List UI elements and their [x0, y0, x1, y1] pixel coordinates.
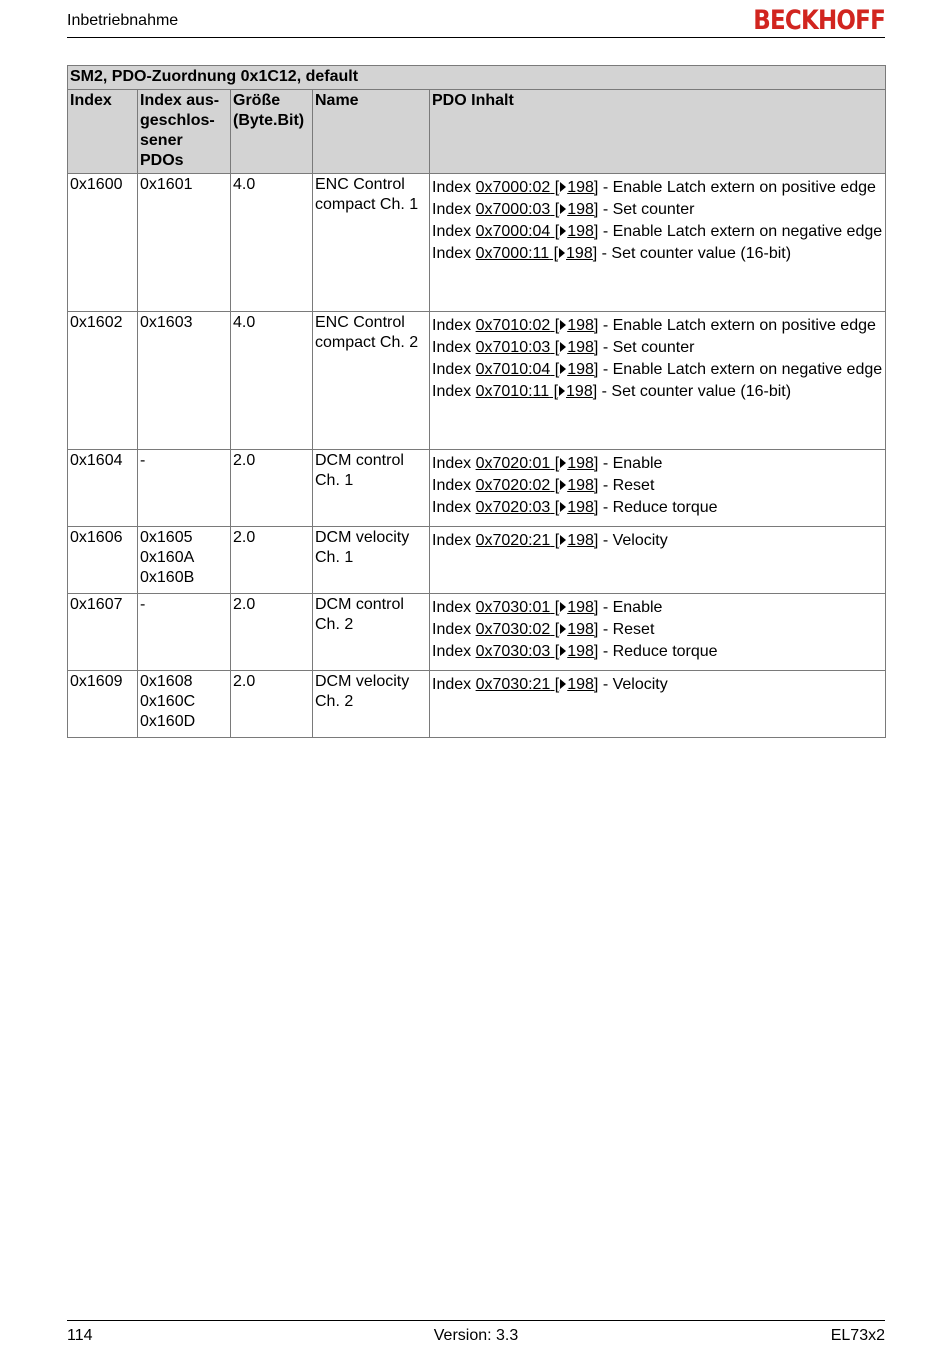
triangle-right-icon	[560, 624, 566, 634]
pdo-content-cell	[430, 527, 886, 594]
table-row	[68, 450, 886, 527]
table-row	[68, 174, 886, 312]
object-index-link[interactable]: 0x7010:04	[475, 361, 551, 378]
object-index-link[interactable]: 0x7000:03	[475, 201, 551, 218]
excluded-pdos-cell	[138, 594, 231, 671]
page-reference-link[interactable]: [ 198]	[550, 339, 599, 356]
pdo-entry	[432, 222, 883, 242]
table-caption: SM2, PDO-Zuordnung 0x1C12, default	[68, 66, 886, 90]
object-index-link[interactable]: 0x7010:03	[475, 339, 551, 356]
size-cell: 2.0	[231, 594, 313, 671]
pdo-index-cell: 0x1602	[68, 312, 138, 450]
size-cell: 2.0	[231, 450, 313, 527]
chapter-title: Inbetriebnahme	[67, 12, 179, 29]
object-index-link[interactable]: 0x7030:02	[475, 621, 551, 638]
excluded-pdos-cell	[138, 671, 231, 738]
excluded-pdo: 0x160D	[140, 713, 196, 730]
entry-description: - Set counter value (16-bit)	[601, 383, 792, 400]
page-reference-link[interactable]: [ 198]	[550, 621, 599, 638]
triangle-right-icon	[560, 226, 566, 236]
pdo-name-cell: DCM control Ch. 2	[313, 594, 430, 671]
page-reference-link[interactable]: [ 198]	[549, 245, 598, 262]
object-index-link[interactable]: 0x7030:01	[475, 599, 551, 616]
pdo-name-cell: DCM control Ch. 1	[313, 450, 430, 527]
table-row	[68, 671, 886, 738]
pdo-entry	[432, 454, 883, 474]
column-header-index: Index	[68, 90, 138, 174]
entry-description: - Enable	[602, 455, 663, 472]
entry-description: - Velocity	[602, 532, 668, 549]
pdo-index-cell: 0x1606	[68, 527, 138, 594]
pdo-entry	[432, 476, 883, 496]
triangle-right-icon	[560, 342, 566, 352]
beckhoff-logo: BECKHOFF	[753, 6, 885, 36]
document-version: Version: 3.3	[433, 1327, 519, 1344]
entry-description: - Reset	[602, 621, 655, 638]
entry-prefix: Index	[432, 455, 472, 472]
entry-prefix: Index	[432, 361, 472, 378]
excluded-pdo: 0x1603	[140, 314, 193, 331]
pdo-entry	[432, 498, 883, 518]
entry-prefix: Index	[432, 201, 472, 218]
page-number: 114	[67, 1327, 93, 1344]
entry-prefix: Index	[432, 317, 472, 334]
triangle-right-icon	[560, 679, 566, 689]
page-reference-link[interactable]: [ 198]	[550, 599, 599, 616]
entry-description: - Enable Latch extern on negative edge	[602, 223, 883, 240]
pdo-entry	[432, 244, 883, 264]
triangle-right-icon	[560, 502, 566, 512]
excluded-pdos-cell	[138, 312, 231, 450]
entry-prefix: Index	[432, 245, 472, 262]
entry-description: - Reduce torque	[602, 643, 718, 660]
entry-prefix: Index	[432, 499, 472, 516]
pdo-name-cell: ENC Control compact Ch. 2	[313, 312, 430, 450]
excluded-pdos-cell	[138, 527, 231, 594]
excluded-pdos-cell	[138, 174, 231, 312]
page-reference-link[interactable]: [ 198]	[550, 223, 599, 240]
entry-description: - Velocity	[602, 676, 668, 693]
page-footer	[67, 1320, 885, 1351]
object-index-link[interactable]: 0x7010:11	[475, 383, 550, 400]
object-index-link[interactable]: 0x7010:02	[475, 317, 551, 334]
pdo-entry	[432, 382, 883, 402]
triangle-right-icon	[560, 480, 566, 490]
entry-description: - Enable Latch extern on positive edge	[602, 179, 876, 196]
pdo-content-cell	[430, 312, 886, 450]
object-index-link[interactable]: 0x7020:02	[475, 477, 551, 494]
entry-prefix: Index	[432, 532, 472, 549]
entry-description: - Reduce torque	[602, 499, 718, 516]
entry-description: - Enable Latch extern on positive edge	[602, 317, 876, 334]
excluded-pdo: 0x1608	[140, 673, 193, 690]
excluded-pdo: 0x1601	[140, 176, 193, 193]
entry-prefix: Index	[432, 179, 472, 196]
column-header-size: Größe (Byte.Bit)	[231, 90, 313, 174]
pdo-entry	[432, 316, 883, 336]
pdo-entry	[432, 200, 883, 220]
excluded-pdo: 0x160A	[140, 549, 195, 566]
size-cell: 4.0	[231, 174, 313, 312]
object-index-link[interactable]: 0x7020:21	[475, 532, 551, 549]
page-reference-link[interactable]: [ 198]	[550, 499, 599, 516]
entry-prefix: Index	[432, 621, 472, 638]
pdo-content-cell	[430, 594, 886, 671]
page-header	[67, 0, 885, 38]
entry-prefix: Index	[432, 223, 472, 240]
pdo-index-cell: 0x1600	[68, 174, 138, 312]
pdo-name-cell: ENC Control compact Ch. 1	[313, 174, 430, 312]
pdo-index-cell: 0x1604	[68, 450, 138, 527]
excluded-pdo: -	[140, 596, 146, 613]
page-reference-link[interactable]: [ 198]	[550, 455, 599, 472]
page-reference-link[interactable]: [ 198]	[550, 179, 599, 196]
entry-description: - Reset	[602, 477, 655, 494]
object-index-link[interactable]: 0x7030:03	[475, 643, 551, 660]
entry-prefix: Index	[432, 599, 472, 616]
page-reference-link[interactable]: [ 198]	[550, 676, 599, 693]
object-index-link[interactable]: 0x7000:02	[475, 179, 551, 196]
object-index-link[interactable]: 0x7020:01	[475, 455, 551, 472]
entry-prefix: Index	[432, 643, 472, 660]
column-header-excluded: Index aus- geschlos- sener PDOs	[138, 90, 231, 174]
table-row	[68, 594, 886, 671]
excluded-pdo: 0x1605	[140, 529, 193, 546]
page-reference-link[interactable]: [ 198]	[550, 201, 599, 218]
pdo-entry	[432, 360, 883, 380]
page-reference-link[interactable]: [ 198]	[550, 532, 599, 549]
triangle-right-icon	[560, 646, 566, 656]
column-header-pdo-content: PDO Inhalt	[430, 90, 886, 174]
triangle-right-icon	[560, 458, 566, 468]
object-index-link[interactable]: 0x7030:21	[475, 676, 551, 693]
excluded-pdo: -	[140, 452, 146, 469]
entry-description: - Enable	[602, 599, 663, 616]
entry-description: - Set counter	[602, 201, 695, 218]
page-reference-link[interactable]: [ 198]	[550, 361, 599, 378]
pdo-entry	[432, 178, 883, 198]
triangle-right-icon	[560, 320, 566, 330]
pdo-entry	[432, 642, 883, 662]
page-reference-link[interactable]: [ 198]	[550, 643, 599, 660]
pdo-entry	[432, 338, 883, 358]
table-row	[68, 312, 886, 450]
entry-prefix: Index	[432, 676, 472, 693]
triangle-right-icon	[560, 364, 566, 374]
entry-description: - Set counter value (16-bit)	[601, 245, 792, 262]
product-name: EL73x2	[830, 1327, 885, 1344]
size-cell: 2.0	[231, 671, 313, 738]
page-reference-link[interactable]: [ 198]	[549, 383, 598, 400]
triangle-right-icon	[559, 386, 565, 396]
pdo-name-cell: DCM velocity Ch. 2	[313, 671, 430, 738]
pdo-content-cell	[430, 450, 886, 527]
object-index-link[interactable]: 0x7020:03	[475, 499, 551, 516]
pdo-content-cell	[430, 671, 886, 738]
triangle-right-icon	[559, 248, 565, 258]
triangle-right-icon	[560, 602, 566, 612]
triangle-right-icon	[560, 182, 566, 192]
pdo-entry	[432, 598, 883, 618]
pdo-entry	[432, 675, 883, 695]
pdo-assignment-table	[67, 65, 886, 738]
object-index-link[interactable]: 0x7000:11	[475, 245, 550, 262]
pdo-entry	[432, 620, 883, 640]
column-header-name: Name	[313, 90, 430, 174]
triangle-right-icon	[560, 204, 566, 214]
pdo-name-cell: DCM velocity Ch. 1	[313, 527, 430, 594]
size-cell: 4.0	[231, 312, 313, 450]
pdo-index-cell: 0x1607	[68, 594, 138, 671]
triangle-right-icon	[560, 535, 566, 545]
entry-description: - Set counter	[602, 339, 695, 356]
excluded-pdo: 0x160B	[140, 569, 195, 586]
size-cell: 2.0	[231, 527, 313, 594]
pdo-entry	[432, 531, 883, 551]
excluded-pdo: 0x160C	[140, 693, 196, 710]
excluded-pdos-cell	[138, 450, 231, 527]
object-index-link[interactable]: 0x7000:04	[475, 223, 551, 240]
table-row	[68, 527, 886, 594]
entry-prefix: Index	[432, 383, 472, 400]
entry-description: - Enable Latch extern on negative edge	[602, 361, 883, 378]
table-header-row	[68, 90, 886, 174]
page-reference-link[interactable]: [ 198]	[550, 317, 599, 334]
entry-prefix: Index	[432, 339, 472, 356]
entry-prefix: Index	[432, 477, 472, 494]
page-reference-link[interactable]: [ 198]	[550, 477, 599, 494]
pdo-content-cell	[430, 174, 886, 312]
pdo-index-cell: 0x1609	[68, 671, 138, 738]
